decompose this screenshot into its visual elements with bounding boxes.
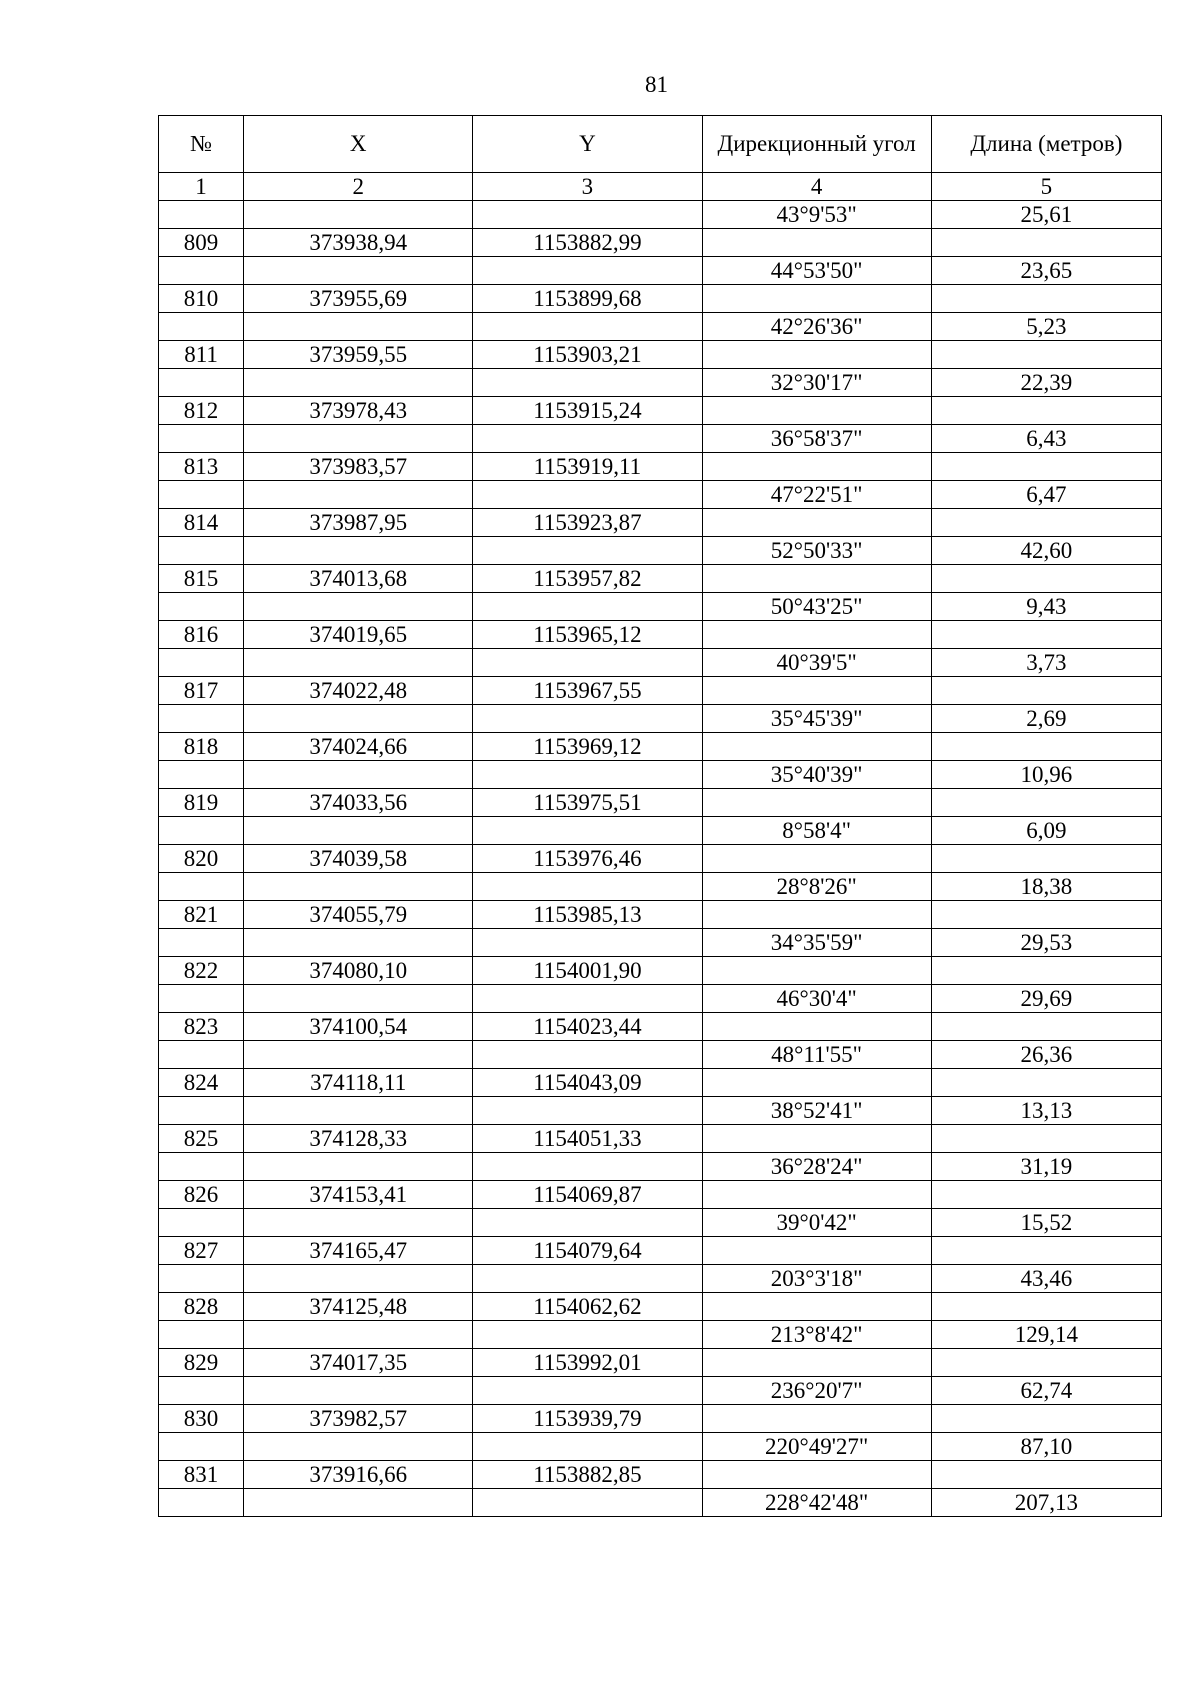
table-row <box>159 1069 1162 1097</box>
cell-bearing-angle: 34°35'59" <box>702 929 931 957</box>
cell-x <box>244 1321 473 1349</box>
cell-bearing-angle <box>702 1181 931 1209</box>
cell-point-number: 813 <box>159 453 244 481</box>
cell-length <box>931 453 1161 481</box>
cell-x <box>244 1265 473 1293</box>
cell-point-number: 825 <box>159 1125 244 1153</box>
table-row <box>159 285 1162 313</box>
cell-bearing-angle: 203°3'18" <box>702 1265 931 1293</box>
table-row <box>159 621 1162 649</box>
table-row <box>159 201 1162 229</box>
cell-bearing-angle: 39°0'42" <box>702 1209 931 1237</box>
cell-y <box>473 1377 702 1405</box>
cell-y <box>473 1321 702 1349</box>
cell-point-number: 819 <box>159 789 244 817</box>
cell-bearing-angle <box>702 1461 931 1489</box>
table-row <box>159 1433 1162 1461</box>
table-row <box>159 565 1162 593</box>
cell-bearing-angle <box>702 509 931 537</box>
cell-length: 13,13 <box>931 1097 1161 1125</box>
cell-y <box>473 593 702 621</box>
cell-length: 9,43 <box>931 593 1161 621</box>
cell-y: 1153919,11 <box>473 453 702 481</box>
cell-point-number: 830 <box>159 1405 244 1433</box>
cell-y <box>473 425 702 453</box>
cell-y: 1153957,82 <box>473 565 702 593</box>
cell-point-number <box>159 201 244 229</box>
column-number: 2 <box>244 173 473 201</box>
table-row <box>159 901 1162 929</box>
cell-length <box>931 1405 1161 1433</box>
cell-length: 5,23 <box>931 313 1161 341</box>
cell-point-number: 824 <box>159 1069 244 1097</box>
table-row <box>159 929 1162 957</box>
cell-y <box>473 369 702 397</box>
cell-x <box>244 201 473 229</box>
cell-point-number <box>159 1489 244 1517</box>
cell-length <box>931 509 1161 537</box>
cell-bearing-angle <box>702 397 931 425</box>
cell-bearing-angle: 220°49'27" <box>702 1433 931 1461</box>
cell-y <box>473 929 702 957</box>
table-row <box>159 1293 1162 1321</box>
cell-x <box>244 1041 473 1069</box>
cell-x: 374039,58 <box>244 845 473 873</box>
cell-x: 373955,69 <box>244 285 473 313</box>
cell-bearing-angle <box>702 621 931 649</box>
cell-length <box>931 677 1161 705</box>
cell-y <box>473 1489 702 1517</box>
cell-length: 2,69 <box>931 705 1161 733</box>
cell-x <box>244 1209 473 1237</box>
cell-length: 129,14 <box>931 1321 1161 1349</box>
cell-point-number: 811 <box>159 341 244 369</box>
cell-x: 374024,66 <box>244 733 473 761</box>
cell-point-number <box>159 369 244 397</box>
table-row <box>159 313 1162 341</box>
cell-length <box>931 1125 1161 1153</box>
cell-y: 1153992,01 <box>473 1349 702 1377</box>
table-header-row <box>159 116 1162 173</box>
cell-x <box>244 817 473 845</box>
cell-bearing-angle: 35°45'39" <box>702 705 931 733</box>
table-row <box>159 1209 1162 1237</box>
cell-x: 373978,43 <box>244 397 473 425</box>
cell-x: 374128,33 <box>244 1125 473 1153</box>
cell-y: 1154051,33 <box>473 1125 702 1153</box>
cell-length <box>931 1293 1161 1321</box>
table-row <box>159 1461 1162 1489</box>
cell-point-number: 812 <box>159 397 244 425</box>
cell-length: 25,61 <box>931 201 1161 229</box>
cell-y: 1154062,62 <box>473 1293 702 1321</box>
cell-y <box>473 761 702 789</box>
cell-y: 1153939,79 <box>473 1405 702 1433</box>
header-bearing-angle: Дирекционный угол <box>702 116 931 173</box>
table-row <box>159 649 1162 677</box>
table-row <box>159 1153 1162 1181</box>
cell-bearing-angle: 50°43'25" <box>702 593 931 621</box>
cell-y <box>473 201 702 229</box>
cell-bearing-angle <box>702 1349 931 1377</box>
table-row <box>159 733 1162 761</box>
cell-x <box>244 425 473 453</box>
cell-y: 1153969,12 <box>473 733 702 761</box>
cell-point-number <box>159 425 244 453</box>
cell-bearing-angle: 43°9'53" <box>702 201 931 229</box>
cell-y: 1153899,68 <box>473 285 702 313</box>
table-row <box>159 845 1162 873</box>
cell-length: 87,10 <box>931 1433 1161 1461</box>
cell-bearing-angle: 42°26'36" <box>702 313 931 341</box>
cell-x: 374019,65 <box>244 621 473 649</box>
cell-bearing-angle: 35°40'39" <box>702 761 931 789</box>
cell-x: 373916,66 <box>244 1461 473 1489</box>
cell-point-number <box>159 1041 244 1069</box>
cell-length <box>931 733 1161 761</box>
cell-bearing-angle: 236°20'7" <box>702 1377 931 1405</box>
cell-y: 1153882,99 <box>473 229 702 257</box>
column-number: 4 <box>702 173 931 201</box>
cell-point-number <box>159 705 244 733</box>
cell-x <box>244 761 473 789</box>
cell-y <box>473 1153 702 1181</box>
cell-length: 207,13 <box>931 1489 1161 1517</box>
cell-length <box>931 1349 1161 1377</box>
table-row <box>159 453 1162 481</box>
cell-point-number: 816 <box>159 621 244 649</box>
cell-x: 374165,47 <box>244 1237 473 1265</box>
table-row <box>159 1181 1162 1209</box>
cell-point-number: 809 <box>159 229 244 257</box>
cell-length: 26,36 <box>931 1041 1161 1069</box>
cell-point-number: 822 <box>159 957 244 985</box>
cell-y <box>473 537 702 565</box>
table-row <box>159 1013 1162 1041</box>
cell-x: 373982,57 <box>244 1405 473 1433</box>
cell-point-number <box>159 257 244 285</box>
table-row <box>159 1237 1162 1265</box>
cell-length <box>931 901 1161 929</box>
table-row <box>159 957 1162 985</box>
cell-point-number <box>159 537 244 565</box>
header-x: X <box>244 116 473 173</box>
cell-length <box>931 397 1161 425</box>
column-number: 1 <box>159 173 244 201</box>
table-row <box>159 593 1162 621</box>
table-row <box>159 873 1162 901</box>
cell-length: 29,69 <box>931 985 1161 1013</box>
table-row <box>159 1265 1162 1293</box>
table-row <box>159 1377 1162 1405</box>
cell-x: 373983,57 <box>244 453 473 481</box>
cell-x <box>244 705 473 733</box>
cell-length <box>931 565 1161 593</box>
table-row <box>159 481 1162 509</box>
cell-point-number: 823 <box>159 1013 244 1041</box>
cell-bearing-angle: 228°42'48" <box>702 1489 931 1517</box>
cell-y <box>473 1209 702 1237</box>
cell-bearing-angle <box>702 285 931 313</box>
cell-point-number <box>159 1153 244 1181</box>
cell-bearing-angle: 40°39'5" <box>702 649 931 677</box>
cell-y <box>473 649 702 677</box>
cell-x <box>244 593 473 621</box>
cell-x <box>244 257 473 285</box>
column-number-row <box>159 173 1162 201</box>
table-row <box>159 257 1162 285</box>
cell-y: 1153985,13 <box>473 901 702 929</box>
cell-point-number <box>159 1321 244 1349</box>
column-number: 3 <box>473 173 702 201</box>
cell-point-number <box>159 761 244 789</box>
cell-length <box>931 789 1161 817</box>
cell-length <box>931 1013 1161 1041</box>
cell-point-number <box>159 1377 244 1405</box>
cell-x <box>244 649 473 677</box>
cell-length <box>931 1237 1161 1265</box>
cell-y <box>473 1041 702 1069</box>
cell-point-number <box>159 593 244 621</box>
cell-bearing-angle <box>702 677 931 705</box>
cell-bearing-angle <box>702 341 931 369</box>
cell-length: 31,19 <box>931 1153 1161 1181</box>
cell-length <box>931 285 1161 313</box>
table-row <box>159 369 1162 397</box>
cell-y: 1153903,21 <box>473 341 702 369</box>
cell-length <box>931 621 1161 649</box>
cell-x: 374022,48 <box>244 677 473 705</box>
cell-y: 1154043,09 <box>473 1069 702 1097</box>
cell-point-number: 820 <box>159 845 244 873</box>
column-number: 5 <box>931 173 1161 201</box>
cell-bearing-angle <box>702 845 931 873</box>
table-row <box>159 677 1162 705</box>
cell-bearing-angle: 48°11'55" <box>702 1041 931 1069</box>
cell-y: 1153976,46 <box>473 845 702 873</box>
cell-bearing-angle <box>702 1013 931 1041</box>
cell-x: 373938,94 <box>244 229 473 257</box>
cell-bearing-angle <box>702 1125 931 1153</box>
cell-point-number: 821 <box>159 901 244 929</box>
cell-point-number <box>159 1433 244 1461</box>
cell-length <box>931 845 1161 873</box>
cell-point-number: 826 <box>159 1181 244 1209</box>
cell-length <box>931 957 1161 985</box>
cell-x: 374055,79 <box>244 901 473 929</box>
cell-point-number: 810 <box>159 285 244 313</box>
table-row <box>159 509 1162 537</box>
cell-y: 1153967,55 <box>473 677 702 705</box>
table-row <box>159 789 1162 817</box>
cell-bearing-angle <box>702 901 931 929</box>
cell-y: 1154001,90 <box>473 957 702 985</box>
cell-point-number: 828 <box>159 1293 244 1321</box>
header-y: Y <box>473 116 702 173</box>
cell-y <box>473 705 702 733</box>
cell-bearing-angle <box>702 1405 931 1433</box>
cell-y: 1153915,24 <box>473 397 702 425</box>
cell-point-number <box>159 873 244 901</box>
cell-point-number: 815 <box>159 565 244 593</box>
cell-length <box>931 229 1161 257</box>
cell-bearing-angle: 36°58'37" <box>702 425 931 453</box>
cell-y <box>473 481 702 509</box>
cell-bearing-angle: 213°8'42" <box>702 1321 931 1349</box>
cell-bearing-angle: 36°28'24" <box>702 1153 931 1181</box>
cell-x: 373959,55 <box>244 341 473 369</box>
cell-x: 374100,54 <box>244 1013 473 1041</box>
table-row <box>159 1097 1162 1125</box>
cell-y <box>473 817 702 845</box>
cell-x <box>244 1377 473 1405</box>
cell-bearing-angle: 8°58'4" <box>702 817 931 845</box>
cell-x: 374080,10 <box>244 957 473 985</box>
cell-bearing-angle: 52°50'33" <box>702 537 931 565</box>
cell-x: 374153,41 <box>244 1181 473 1209</box>
coordinates-table <box>158 115 1162 1517</box>
cell-y <box>473 257 702 285</box>
cell-length: 23,65 <box>931 257 1161 285</box>
table-row <box>159 761 1162 789</box>
cell-point-number <box>159 481 244 509</box>
cell-x: 374125,48 <box>244 1293 473 1321</box>
cell-y: 1154069,87 <box>473 1181 702 1209</box>
table-row <box>159 705 1162 733</box>
table-row <box>159 341 1162 369</box>
cell-length: 15,52 <box>931 1209 1161 1237</box>
table-row <box>159 537 1162 565</box>
cell-bearing-angle <box>702 1293 931 1321</box>
cell-point-number <box>159 1209 244 1237</box>
table-row <box>159 1405 1162 1433</box>
cell-length: 22,39 <box>931 369 1161 397</box>
cell-y <box>473 1265 702 1293</box>
cell-y: 1153965,12 <box>473 621 702 649</box>
cell-bearing-angle: 32°30'17" <box>702 369 931 397</box>
cell-length: 10,96 <box>931 761 1161 789</box>
cell-y: 1153923,87 <box>473 509 702 537</box>
cell-point-number <box>159 1097 244 1125</box>
cell-bearing-angle <box>702 733 931 761</box>
cell-x <box>244 873 473 901</box>
cell-length <box>931 1461 1161 1489</box>
cell-bearing-angle <box>702 789 931 817</box>
cell-x: 374033,56 <box>244 789 473 817</box>
cell-length: 6,09 <box>931 817 1161 845</box>
cell-length: 42,60 <box>931 537 1161 565</box>
cell-x: 374017,35 <box>244 1349 473 1377</box>
cell-length: 6,43 <box>931 425 1161 453</box>
cell-bearing-angle <box>702 1069 931 1097</box>
cell-length: 43,46 <box>931 1265 1161 1293</box>
table-row <box>159 1125 1162 1153</box>
cell-bearing-angle: 47°22'51" <box>702 481 931 509</box>
cell-point-number <box>159 649 244 677</box>
cell-bearing-angle: 46°30'4" <box>702 985 931 1013</box>
cell-point-number: 817 <box>159 677 244 705</box>
cell-point-number <box>159 817 244 845</box>
table-row <box>159 817 1162 845</box>
table-row <box>159 1349 1162 1377</box>
cell-x <box>244 1153 473 1181</box>
cell-bearing-angle <box>702 453 931 481</box>
cell-point-number: 818 <box>159 733 244 761</box>
header-length: Длина (метров) <box>931 116 1161 173</box>
cell-x <box>244 985 473 1013</box>
header-number: № <box>159 116 244 173</box>
cell-point-number: 829 <box>159 1349 244 1377</box>
cell-x <box>244 1489 473 1517</box>
cell-length: 18,38 <box>931 873 1161 901</box>
cell-point-number: 831 <box>159 1461 244 1489</box>
cell-x <box>244 1433 473 1461</box>
cell-x <box>244 537 473 565</box>
cell-point-number: 814 <box>159 509 244 537</box>
cell-y <box>473 313 702 341</box>
cell-length <box>931 1181 1161 1209</box>
cell-y: 1153882,85 <box>473 1461 702 1489</box>
cell-length: 6,47 <box>931 481 1161 509</box>
cell-y <box>473 1097 702 1125</box>
cell-length <box>931 1069 1161 1097</box>
cell-x: 374118,11 <box>244 1069 473 1097</box>
cell-bearing-angle: 28°8'26" <box>702 873 931 901</box>
cell-point-number <box>159 313 244 341</box>
cell-x: 373987,95 <box>244 509 473 537</box>
table-row <box>159 1489 1162 1517</box>
cell-x: 374013,68 <box>244 565 473 593</box>
cell-point-number <box>159 929 244 957</box>
cell-bearing-angle: 44°53'50" <box>702 257 931 285</box>
cell-length: 29,53 <box>931 929 1161 957</box>
table-row <box>159 985 1162 1013</box>
cell-y: 1153975,51 <box>473 789 702 817</box>
cell-point-number <box>159 985 244 1013</box>
cell-y <box>473 1433 702 1461</box>
table-body <box>159 201 1162 1517</box>
cell-bearing-angle <box>702 1237 931 1265</box>
table-row <box>159 229 1162 257</box>
cell-y: 1154079,64 <box>473 1237 702 1265</box>
table-row <box>159 1321 1162 1349</box>
cell-bearing-angle <box>702 565 931 593</box>
cell-bearing-angle <box>702 229 931 257</box>
table-row <box>159 425 1162 453</box>
cell-x <box>244 1097 473 1125</box>
cell-length: 3,73 <box>931 649 1161 677</box>
table-row <box>159 1041 1162 1069</box>
cell-x <box>244 481 473 509</box>
cell-y <box>473 985 702 1013</box>
cell-point-number: 827 <box>159 1237 244 1265</box>
cell-bearing-angle: 38°52'41" <box>702 1097 931 1125</box>
cell-point-number <box>159 1265 244 1293</box>
page-number: 81 <box>645 72 668 97</box>
cell-x <box>244 929 473 957</box>
table-row <box>159 397 1162 425</box>
cell-length: 62,74 <box>931 1377 1161 1405</box>
cell-y <box>473 873 702 901</box>
cell-x <box>244 313 473 341</box>
cell-bearing-angle <box>702 957 931 985</box>
cell-length <box>931 341 1161 369</box>
cell-y: 1154023,44 <box>473 1013 702 1041</box>
cell-x <box>244 369 473 397</box>
